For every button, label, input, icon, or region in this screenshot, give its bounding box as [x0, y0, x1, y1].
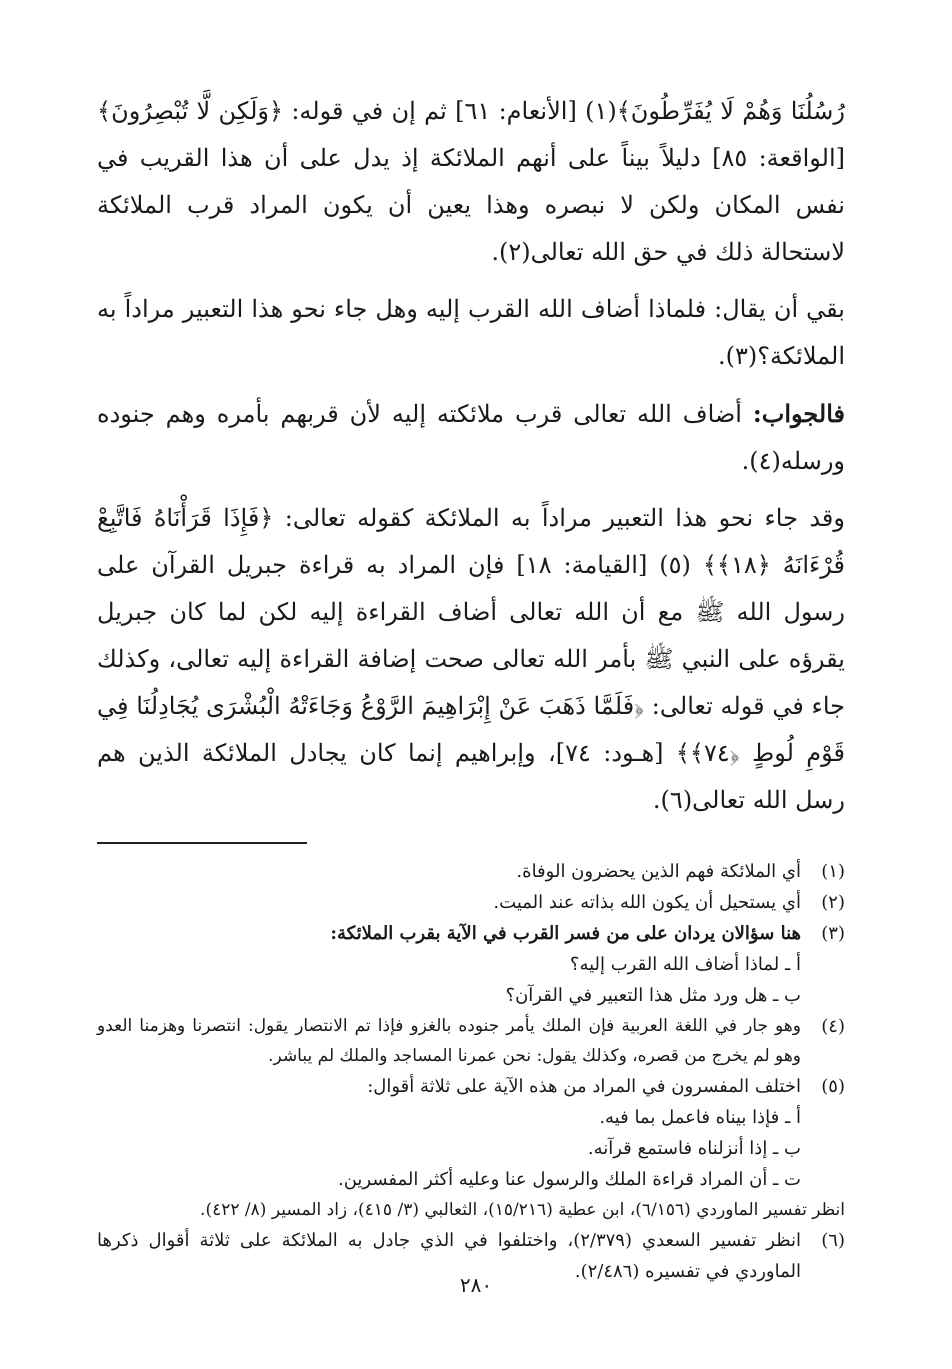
- footnote-text: وهو جار في اللغة العربية فإن الملك يأمر جنوده بالغزو فإذا تم الانتصار يقول: انتصرنا وهزمنا العدو وهو لم يخرج من قصره، وكذلك يقول: نحن عمرنا المساجد والملك لم يباشر.: [97, 1016, 801, 1066]
- footnote-1: [97, 856, 845, 887]
- main-text: [97, 88, 845, 824]
- footnote-number: (٦): [821, 1230, 845, 1251]
- footnote-3: [97, 918, 845, 949]
- footnote-3-item-b: ب ـ هل ورد مثل هذا التعبير في القرآن؟: [505, 985, 801, 1006]
- footnote-number: (١): [821, 861, 845, 882]
- footnote-number: (٢): [821, 892, 845, 913]
- paragraph-1: رُسُلُنَا وَهُمْ لَا يُفَرِّطُونَ﴾(١) [الأنعام: ٦١] ثم إن في قوله: ﴿وَلَكِن لَّا تُبْصِرُونَ﴾ [الواقعة: ٨٥] دليلاً بيناً على أنهم الملائكة إذ يدل على أن هذا القريب في نفس المكان ولكن لا نبصره وهذا يعين أن يكون المراد قرب الملائكة لاستحالة ذلك في حق الله تعالى(٢).: [97, 97, 846, 266]
- footnotes: [97, 856, 845, 1287]
- footnote-number: (٤): [821, 1016, 845, 1037]
- page-content: [97, 88, 845, 1287]
- page-number: ٢٨٠: [459, 1273, 493, 1297]
- footnote-text: هنا سؤالان يردان على من فسر القرب في الآية بقرب الملائكة:: [330, 923, 801, 944]
- footnote-separator: [97, 842, 307, 844]
- footnote-3-item-a: أ ـ لماذا أضاف الله القرب إليه؟: [569, 954, 801, 975]
- paragraph-3: [97, 390, 845, 485]
- answer-lead: فالجواب:: [752, 399, 845, 428]
- paragraph-4: وقد جاء نحو هذا التعبير مراداً به الملائكة كقوله تعالى: ﴿فَإِذَا قَرَأْنَاهُ فَاتَّبِعْ قُرْءَانَهُ ﴿١٨﴾﴾ (٥) [القيامة: ١٨] فإن المراد به قراءة جبريل القرآن على رسول الله ﷺ مع أن الله تعالى أضاف القراءة إليه لكن لما كان جبريل يقرؤه على النبي ﷺ بأمر الله تعالى صحت إضافة القراءة إليه تعالى، وكذلك جاء في قوله تعالى: ﴿فَلَمَّا ذَهَبَ عَنْ إِبْرَاهِيمَ الرَّوْعُ وَجَاءَتْهُ الْبُشْرَى يُجَادِلُنَا فِي قَوْمِ لُوطٍ ﴿٧٤﴾﴾ [هـود: ٧٤]، وإبراهيم إنما كان يجادل الملائكة الذين هم رسل الله تعالى(٦).: [97, 504, 846, 814]
- footnote-5-item-c: ت ـ أن المراد قراءة الملك والرسول عنا وعليه أكثر المفسرين.: [338, 1169, 801, 1190]
- footnote-number: (٣): [821, 923, 845, 944]
- footnote-5-item-a: أ ـ فإذا بيناه فاعمل بما فيه.: [599, 1107, 801, 1128]
- footnote-2: [97, 887, 845, 918]
- footnote-5-item-b: ب ـ إذا أنزلناه فاستمع قرآنه.: [587, 1138, 801, 1159]
- footnote-4: [97, 1011, 845, 1071]
- paragraph-2: بقي أن يقال: فلماذا أضاف الله القرب إليه وهل جاء نحو هذا التعبير مراداً به الملائكة؟(٣).: [97, 295, 845, 370]
- footnote-text: انظر تفسير السعدي (٢/٣٧٩)، واختلفوا في الذي جادل به الملائكة على ثلاثة أقوال ذكرها الماوردي في تفسيره (٢/٤٨٦).: [97, 1230, 802, 1282]
- answer-text: أضاف الله تعالى قرب ملائكته إليه لأن قربهم بأمره وهم جنوده ورسله(٤).: [97, 400, 845, 475]
- footnote-number: (٥): [821, 1076, 845, 1097]
- footnote-text: اختلف المفسرون في المراد من هذه الآية على ثلاثة أقوال:: [367, 1076, 801, 1097]
- footnote-text: أي الملائكة فهم الذين يحضرون الوفاة.: [516, 861, 801, 882]
- footnote-text: أي يستحيل أن يكون الله بذاته عند الميت.: [493, 892, 801, 913]
- footnote-5: [97, 1071, 845, 1102]
- footnote-5-references: انظر تفسير الماوردي (٦/١٥٦)، ابن عطية (١٥/٢١٦)، الثعالبي (٣/ ٤١٥)، زاد المسير (٨/ ٤٢٢).: [200, 1200, 845, 1220]
